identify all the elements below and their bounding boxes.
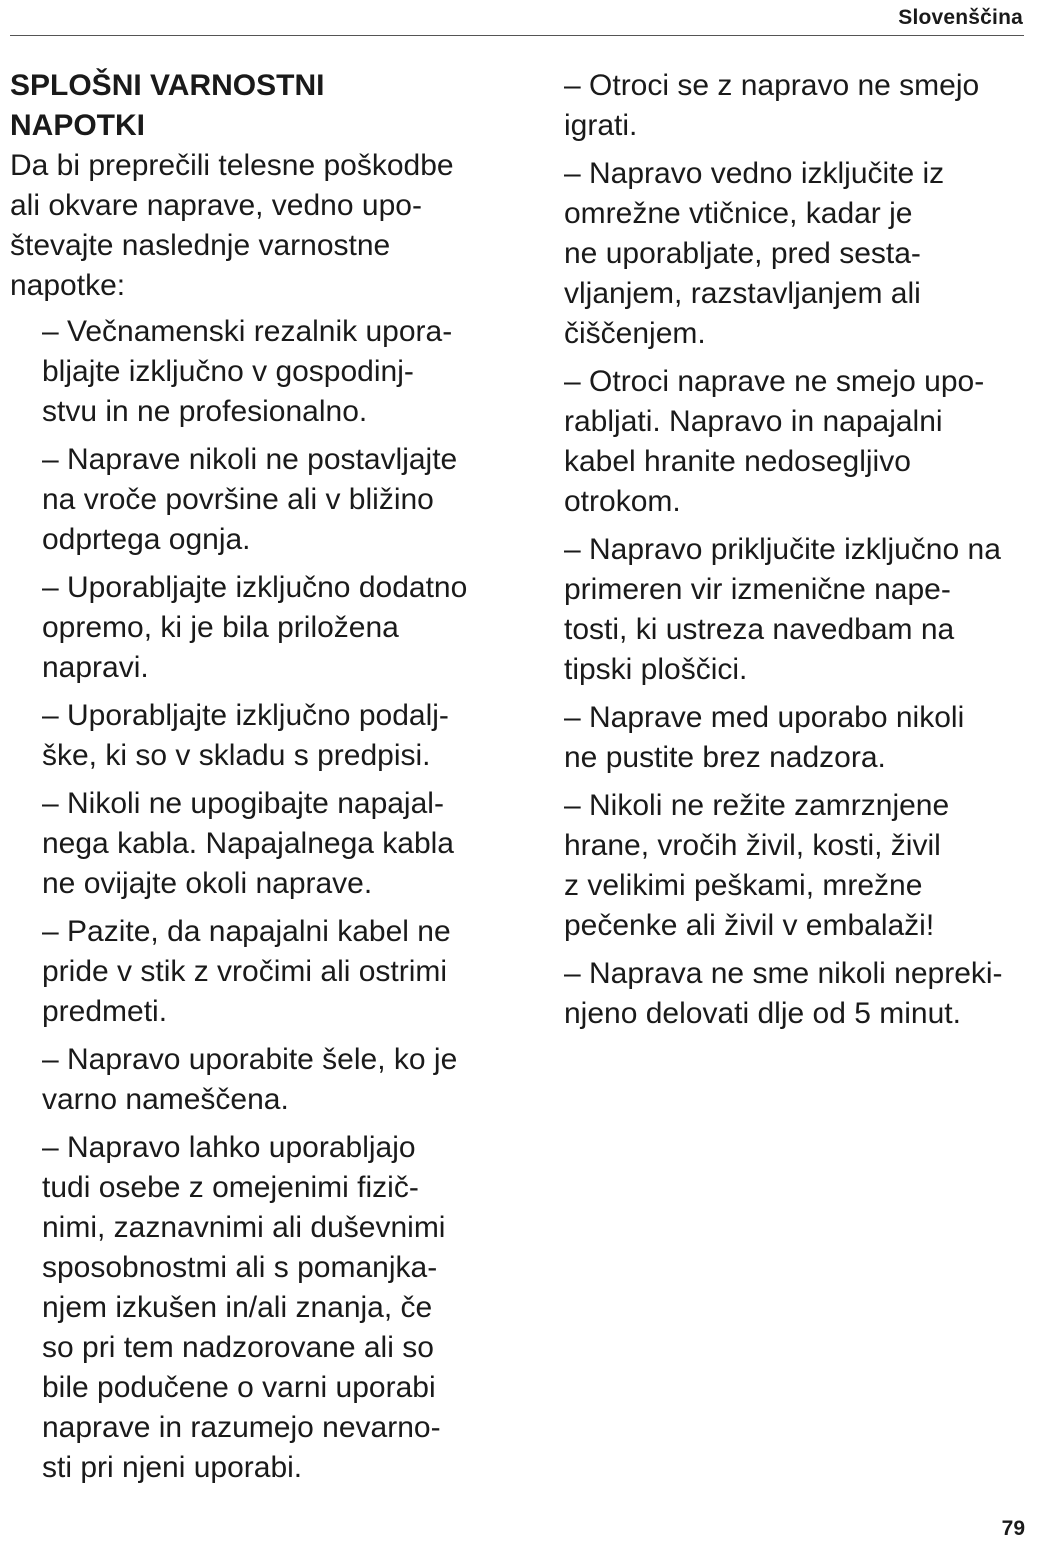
safety-item-right-4: – Napravo priključite izključno na primeren vir izmenične nape- tosti, ki ustreza navedbam na tipski ploščici. [564, 533, 1001, 686]
left-column [10, 66, 530, 1496]
safety-item-left-3: – Uporabljajte izključno dodatno opremo, ki je bila priložena napravi. [42, 571, 468, 684]
header-divider [10, 35, 1024, 36]
safety-item-right-6: – Nikoli ne režite zamrznjene hrane, vročih živil, kosti, živil z velikimi peškami, mrežne pečenke ali živil v embalaži! [564, 789, 950, 942]
header-language-label: Slovenščina [898, 6, 1023, 29]
safety-item-right-5: – Naprave med uporabo nikoli ne pustite brez nadzora. [564, 701, 965, 774]
safety-item-left-1: – Večnamenski rezalnik upora- bljajte izključno v gospodinj- stvu in ne profesionalno. [42, 315, 453, 428]
safety-item-right-2: – Napravo vedno izključite iz omrežne vtičnice, kadar je ne uporabljate, pred sesta- vljanjem, razstavljanjem ali čiščenjem. [564, 157, 945, 350]
page-number: 79 [1001, 1517, 1025, 1540]
safety-item-right-1: – Otroci se z napravo ne smejo igrati. [564, 69, 980, 142]
safety-item-right-7: – Naprava ne sme nikoli nepreki- njeno delovati dlje od 5 minut. [564, 957, 1003, 1030]
safety-item-left-5: – Nikoli ne upogibajte napajal- nega kabla. Napajalnega kabla ne ovijajte okoli naprave. [42, 787, 454, 900]
safety-item-right-3: – Otroci naprave ne smejo upo- rabljati. Napravo in napajalni kabel hranite nedosegljivo otrokom. [564, 365, 985, 518]
intro-paragraph: Da bi preprečili telesne poškodbe ali okvare naprave, vedno upo- števajte naslednje varnostne napotke: [10, 149, 454, 302]
safety-item-left-8: – Napravo lahko uporabljajo tudi osebe z omejenimi fizič- nimi, zaznavnimi ali duševnimi sposobnostmi ali s pomanjka- njem izkušen in/ali znanja, če so pri tem nadzorovane ali so bile podučene o varni uporabi naprave in razumejo nevarno- sti pri njeni uporabi. [42, 1131, 446, 1484]
safety-item-left-2: – Naprave nikoli ne postavljajte na vroče površine ali v bližino odprtega ognja. [42, 443, 458, 556]
safety-item-left-7: – Napravo uporabite šele, ko je varno nameščena. [42, 1043, 458, 1116]
section-title: SPLOŠNI VARNOSTNI NAPOTKI [10, 69, 325, 142]
right-column [564, 66, 1054, 1042]
safety-item-left-4: – Uporabljajte izključno podalj- ške, ki so v skladu s predpisi. [42, 699, 449, 772]
safety-item-left-6: – Pazite, da napajalni kabel ne pride v stik z vročimi ali ostrimi predmeti. [42, 915, 451, 1028]
